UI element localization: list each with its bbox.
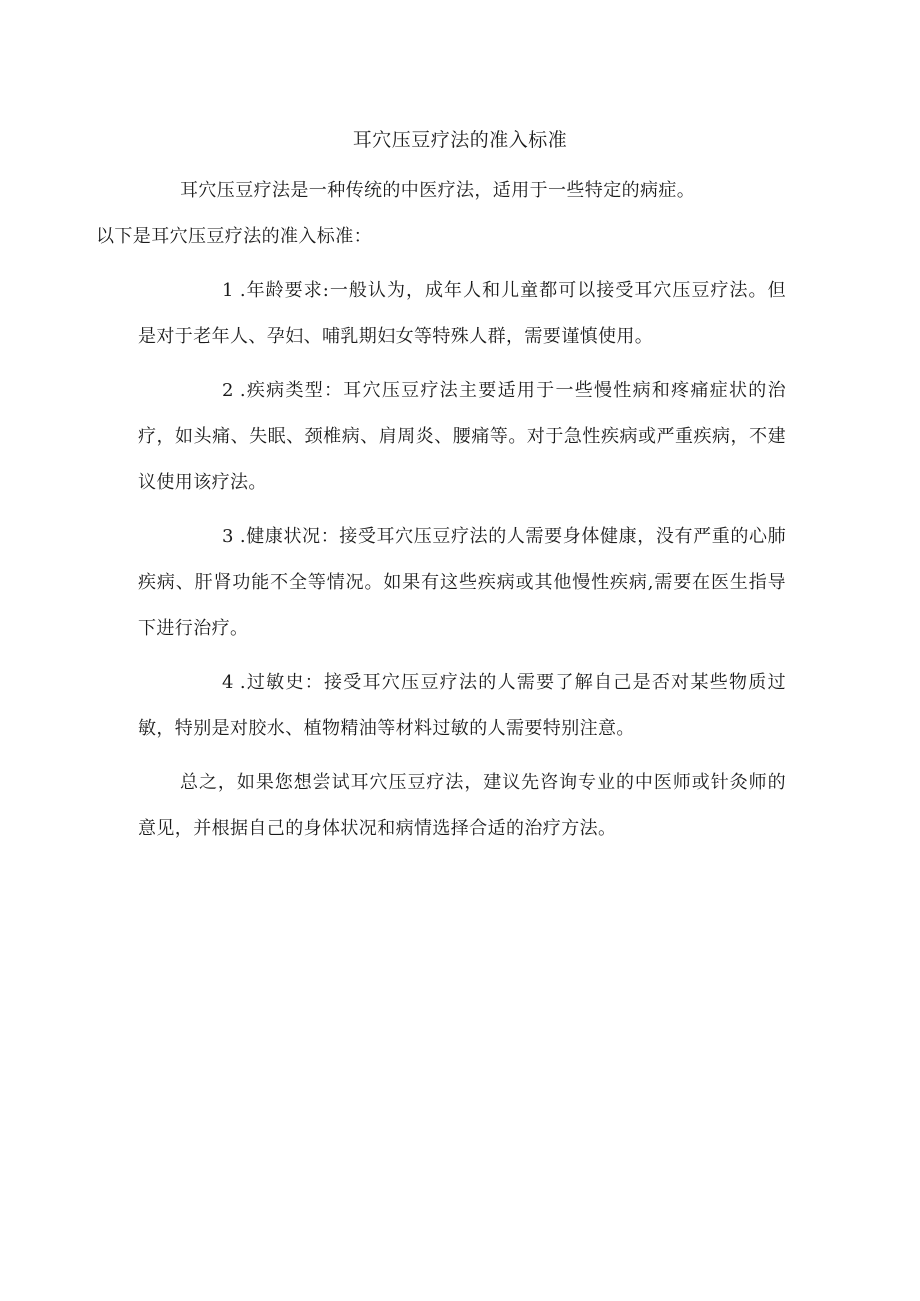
criterion-number: 2 xyxy=(222,380,234,401)
criterion-text: .年龄要求:一般认为，成年人和儿童都可以接受耳穴压豆疗法。但是对于老年人、孕妇、哺乳期妇女等特殊人群，需要谨慎使用。 xyxy=(138,280,786,347)
criterion-text: .过敏史：接受耳穴压豆疗法的人需要了解自己是否对某些物质过敏，特别是对胶水、植物精油等材料过敏的人需要特别注意。 xyxy=(138,672,786,739)
criterion-allergy-history xyxy=(138,660,786,752)
document-title: 耳穴压豆疗法的准入标准 xyxy=(352,129,568,151)
criterion-health-status xyxy=(138,514,786,652)
criterion-disease-type xyxy=(138,368,786,506)
intro-paragraph xyxy=(96,168,786,260)
criterion-number: 3 xyxy=(222,526,234,547)
criterion-number: 1 xyxy=(222,280,234,301)
criterion-text: .疾病类型：耳穴压豆疗法主要适用于一些慢性病和疼痛症状的治疗，如头痛、失眠、颈椎病、肩周炎、腰痛等。对于急性疾病或严重疾病，不建议使用该疗法。 xyxy=(138,380,786,493)
intro-line-2: 以下是耳穴压豆疗法的准入标准： xyxy=(96,226,372,247)
criterion-number: 4 xyxy=(222,672,234,693)
criterion-age xyxy=(138,268,786,360)
intro-line-1: 耳穴压豆疗法是一种传统的中医疗法，适用于一些特定的病症。 xyxy=(180,180,696,201)
criterion-text: .健康状况：接受耳穴压豆疗法的人需要身体健康，没有严重的心肺疾病、肝肾功能不全等情况。如果有这些疾病或其他慢性疾病,需要在医生指导下进行治疗。 xyxy=(138,526,786,639)
document-body xyxy=(96,168,786,852)
conclusion-paragraph: 总之，如果您想尝试耳穴压豆疗法，建议先咨询专业的中医师或针灸师的意见，并根据自己的身体状况和病情选择合适的治疗方法。 xyxy=(138,772,786,839)
